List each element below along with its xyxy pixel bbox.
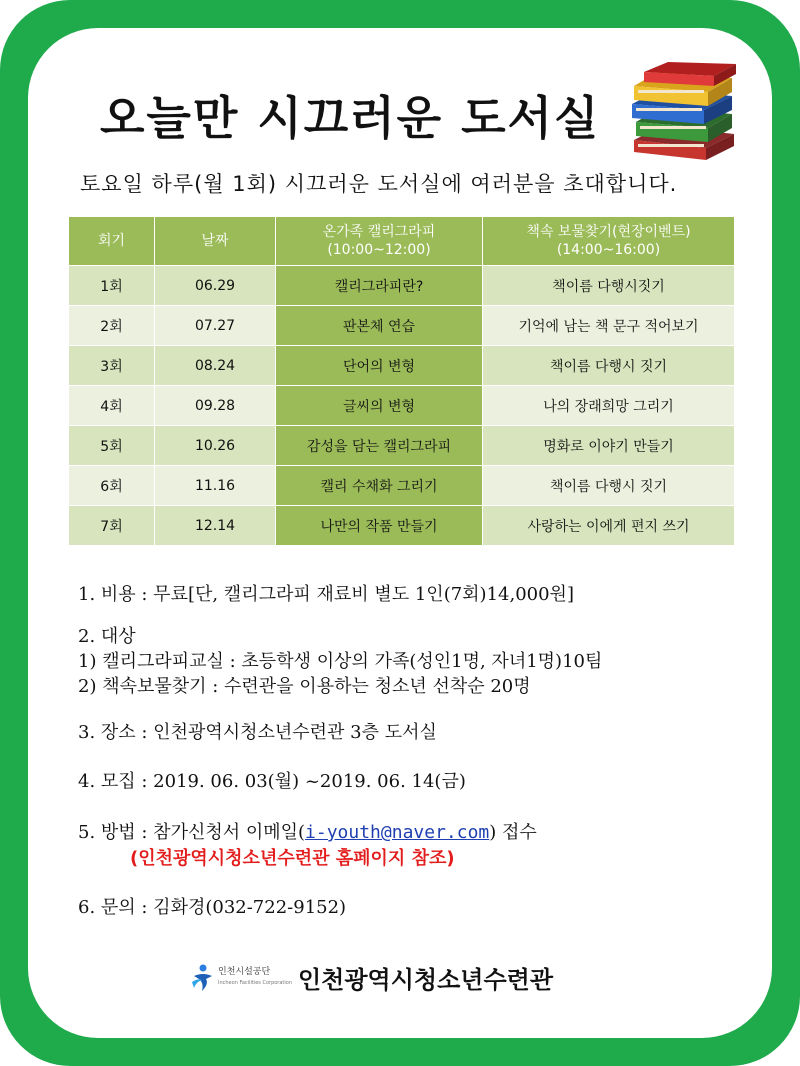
info-method [78,818,537,844]
header-treasure-hunt: 책속 보물찾기(현장이벤트) (14:00~16:00) [483,217,735,266]
table-row [69,506,735,546]
table-row [69,426,735,466]
cell-treasure: 명화로 이야기 만들기 [483,426,735,466]
cell-treasure: 책이름 다행시 짓기 [483,346,735,386]
method-suffix: ) 접수 [489,822,537,843]
footer-org-name: 인천광역시청소년수련관 [298,966,554,994]
cell-session: 6회 [69,466,155,506]
info-place: 3. 장소 : 인천광역시청소년수련관 3층 도서실 [78,722,437,743]
cell-session: 4회 [69,386,155,426]
email-link[interactable]: i-youth@naver.com [305,822,490,843]
footer-org-sub: Incheon Facilities Corporation [218,980,293,986]
cell-date: 10.26 [155,426,276,466]
method-prefix: 5. 방법 : 참가신청서 이메일( [78,822,306,843]
cell-session: 7회 [69,506,155,546]
cell-treasure: 책이름 다행시 짓기 [483,466,735,506]
cell-date: 08.24 [155,346,276,386]
cell-session: 3회 [69,346,155,386]
cell-calligraphy: 단어의 변형 [276,346,483,386]
cell-session: 2회 [69,306,155,346]
info-contact: 6. 문의 : 김화경(032-722-9152) [78,897,347,918]
cell-date: 07.27 [155,306,276,346]
cell-date: 09.28 [155,386,276,426]
cell-calligraphy: 캘리 수채화 그리기 [276,466,483,506]
info-target-calligraphy: 1) 캘리그라피교실 : 초등학생 이상의 가족(성인1명, 자녀1명)10팀 [78,651,603,672]
method-note: (인천광역시청소년수련관 홈페이지 참조) [130,848,455,869]
cell-calligraphy: 판본체 연습 [276,306,483,346]
cell-session: 1회 [69,266,155,306]
table-row [69,346,735,386]
footer-org-small: 인천시설공단 [218,967,271,977]
cell-calligraphy: 글씨의 변형 [276,386,483,426]
info-cost: 1. 비용 : 무료[단, 캘리그라피 재료비 별도 1인(7회)14,000원] [78,584,574,605]
cell-treasure: 기억에 남는 책 문구 적어보기 [483,306,735,346]
cell-calligraphy: 캘리그라피란? [276,266,483,306]
header-calligraphy: 온가족 캘리그라피 (10:00~12:00) [276,217,483,266]
cell-treasure: 사랑하는 이에게 편지 쓰기 [483,506,735,546]
books-icon [628,62,740,170]
cell-calligraphy: 감성을 담는 캘리그라피 [276,426,483,466]
poster-title: 오늘만 시끄러운 도서실 [100,91,601,145]
table-row [69,306,735,346]
info-target-title: 2. 대상 [78,626,136,647]
cell-treasure: 나의 장래희망 그리기 [483,386,735,426]
cell-treasure: 책이름 다행시짓기 [483,266,735,306]
cell-date: 11.16 [155,466,276,506]
cell-date: 12.14 [155,506,276,546]
table-row [69,266,735,306]
info-recruit: 4. 모집 : 2019. 06. 03(월) ~2019. 06. 14(금) [78,771,466,792]
header-session: 회기 [69,217,155,266]
table-header-row [69,217,735,266]
info-target-treasure: 2) 책속보물찾기 : 수련관을 이용하는 청소년 선착순 20명 [78,676,531,697]
header-date: 날짜 [155,217,276,266]
cell-date: 06.29 [155,266,276,306]
incheon-facilities-logo-icon [190,962,216,992]
table-row [69,466,735,506]
table-row [69,386,735,426]
cell-calligraphy: 나만의 작품 만들기 [276,506,483,546]
poster-subtitle: 토요일 하루(월 1회) 시끄러운 도서실에 여러분을 초대합니다. [80,172,678,196]
schedule-table [68,216,735,546]
cell-session: 5회 [69,426,155,466]
